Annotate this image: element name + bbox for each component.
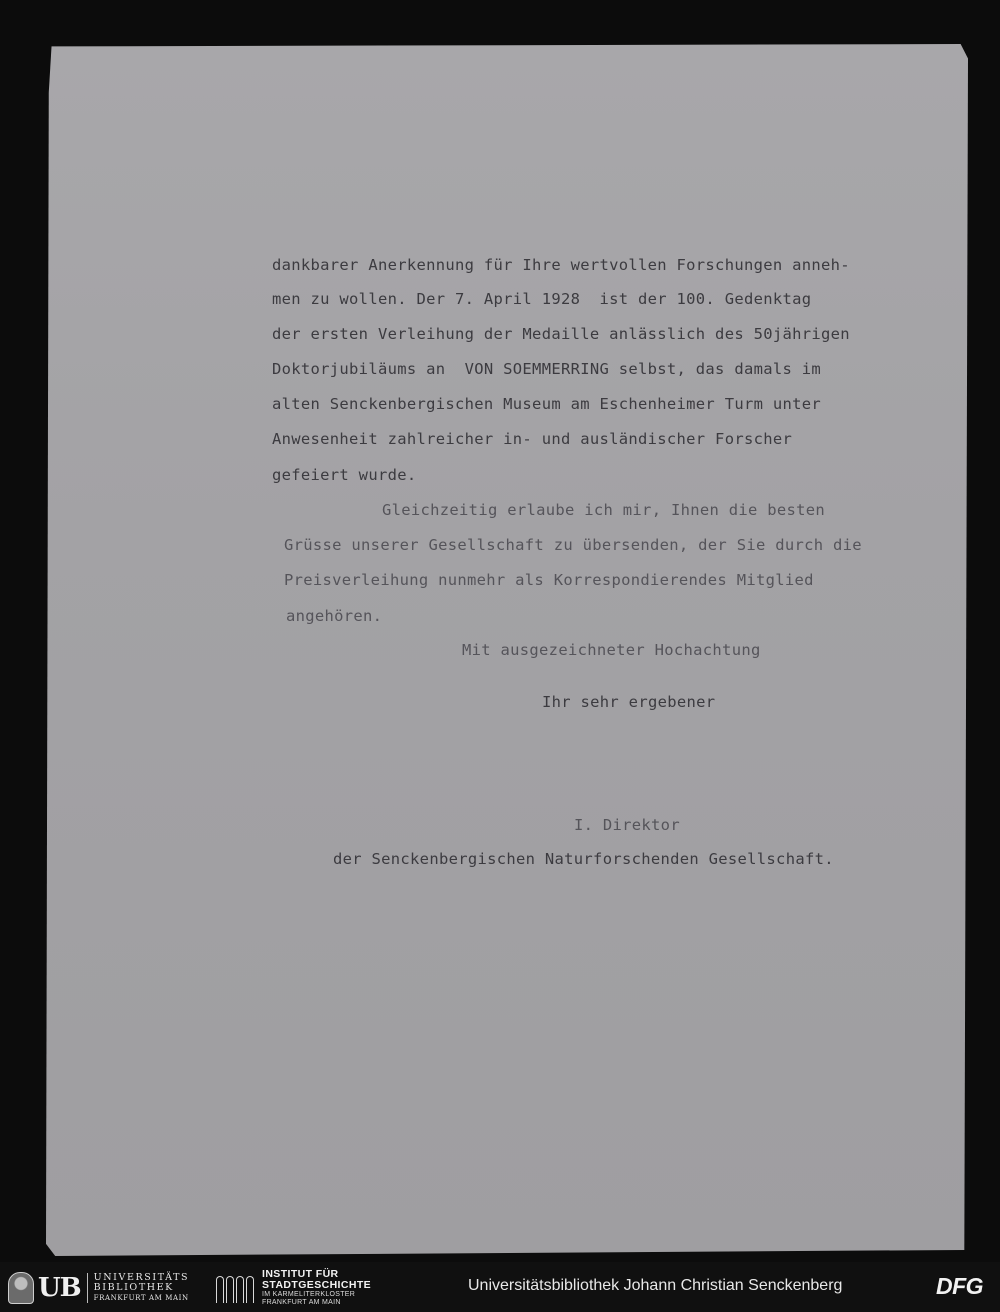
letter-line-3: der ersten Verleihung der Medaille anlässlich des 50jährigen [272,325,850,343]
ub-logo[interactable] [8,1272,189,1304]
letter-line-6: Anwesenheit zahlreicher in- und ausländischer Forscher [272,430,793,448]
isg-logo-line-4: FRANKFURT AM MAIN [262,1299,341,1306]
portrait-icon [8,1272,34,1304]
letter-line-10: Preisverleihung nunmehr als Korrespondierendes Mitglied [284,571,814,589]
letter-line-4: Doktorjubiläums an VON SOEMMERRING selbst, das damals im [272,360,822,378]
valediction-line: Ihr sehr ergebener [542,693,716,711]
isg-logo-line-2: STADTGESCHICHTE [262,1279,372,1291]
arches-icon [214,1273,254,1303]
library-name[interactable]: Universitätsbibliothek Johann Christian Senckenberg [468,1277,843,1294]
letter-line-8: Gleichzeitig erlaube ich mir, Ihnen die besten [382,501,826,519]
ub-logo-line-2: BIBLIOTHEK [93,1282,174,1293]
letter-line-5: alten Senckenbergischen Museum am Eschenheimer Turm unter [272,395,822,413]
isg-logo-line-3: IM KARMELITERKLOSTER [262,1291,356,1298]
letter-line-7: gefeiert wurde. [272,466,417,484]
closing-line: Mit ausgezeichneter Hochachtung [462,641,761,659]
letter-line-1: dankbarer Anerkennung für Ihre wertvollen Forschungen anneh- [272,256,850,274]
letter-line-11: angehören. [286,607,383,625]
ub-logo-line-1: UNIVERSITÄTS [93,1272,190,1283]
ub-logo-letters: UB [38,1273,81,1303]
signatory-title: I. Direktor [574,816,680,834]
ub-logo-text [87,1273,189,1303]
ub-logo-line-3: FRANKFURT AM MAIN [93,1294,189,1302]
signatory-organization: der Senckenbergischen Naturforschenden Gesellschaft. [333,850,834,868]
isg-logo[interactable] [214,1268,372,1306]
isg-logo-text [262,1269,371,1307]
dfg-logo[interactable]: DFG [936,1273,984,1299]
letter-line-2: men zu wollen. Der 7. April 1928 ist der 100. Gedenktag [272,290,812,308]
letter-line-9: Grüsse unserer Gesellschaft zu übersenden, der Sie durch die [284,536,862,554]
isg-logo-line-1: INSTITUT FÜR [262,1268,339,1280]
footer-bar [0,1262,1000,1312]
